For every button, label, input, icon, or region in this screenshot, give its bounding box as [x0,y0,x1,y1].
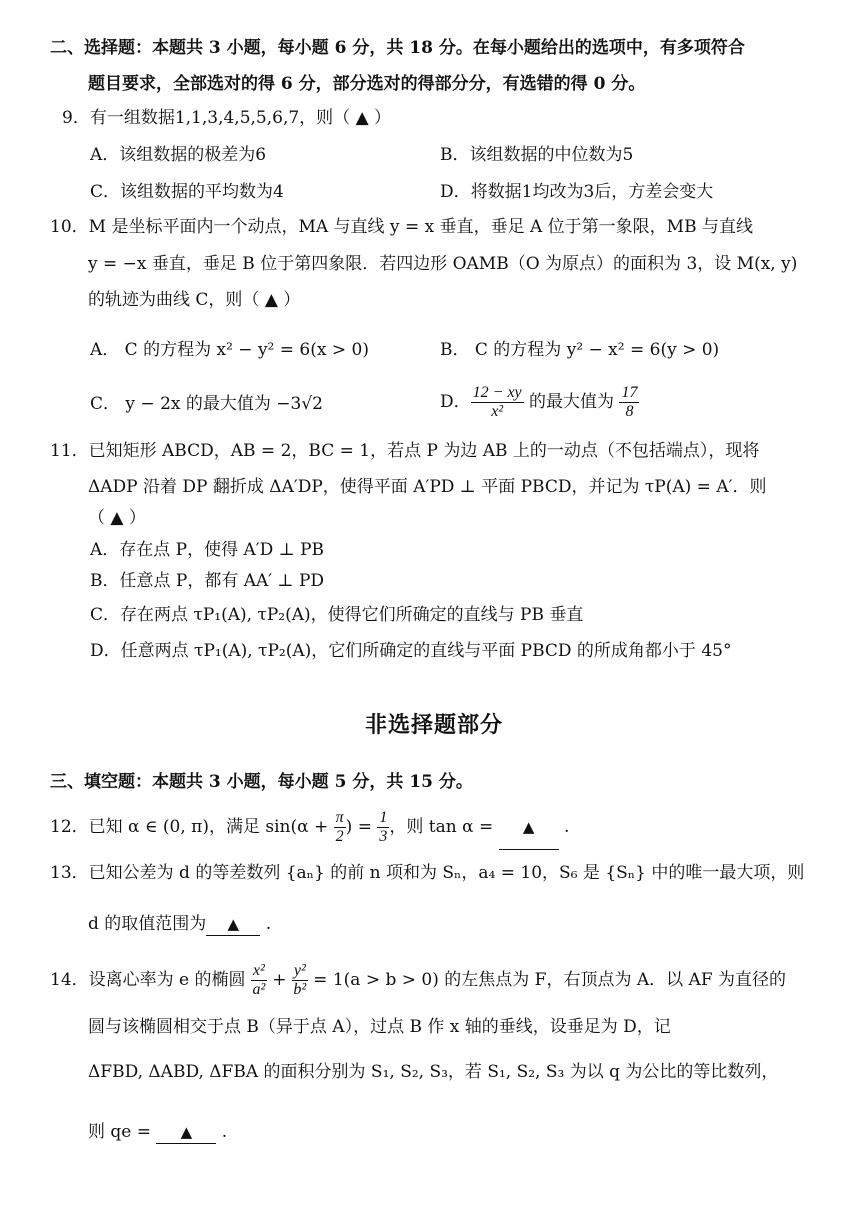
q14-line3: ΔFBD, ΔABD, ΔFBA 的面积分别为 S₁, S₂, S₃，若 S₁, S₂, S₃ 为以 q 为公比的等比数列， [88,1062,779,1082]
q14-line4-prefix: 则 qe = [88,1122,157,1142]
q12-suffix: ，则 tan α = [389,817,499,837]
q10-line1: 10．M 是坐标平面内一个动点，MA 与直线 y = x 垂直，垂足 A 位于第一象限，MB 与直线 [50,217,753,237]
q11-line1: 11．已知矩形 ABCD，AB = 2，BC = 1，若点 P 为边 AB 上的一动点（不包括端点），现将 [50,441,760,461]
q10-option-d-value-num: 17 [621,384,638,401]
q14-fraction-y [292,962,308,999]
q12-line [50,805,569,850]
q12-paren-right: ) = [345,817,378,837]
q13-line2-prefix: d 的取值范围为 [88,914,207,934]
q11-option-c: C．存在两点 τP₁(A), τP₂(A)，使得它们所确定的直线与 PB 垂直 [90,605,584,625]
q10-line3: 的轨迹为曲线 C，则（ ▲ ） [88,290,301,310]
q12-prefix: 12．已知 α ∈ (0, π)，满足 sin [50,817,291,837]
q13-line1: 13．已知公差为 d 的等差数列 {aₙ} 的前 n 项和为 Sₙ，a₄ = 10，S₆ 是 {Sₙ} 中的唯一最大项，则 [50,863,805,883]
q14-plus: + [266,970,292,990]
q14-fraction-x-den: a² [252,981,266,998]
q9-option-b: B．该组数据的中位数为5 [440,145,634,165]
q12-paren-left: (α + [290,817,334,837]
q12-end: . [558,817,570,837]
part-title: 非选择题部分 [364,712,503,738]
q10-option-d-value-den: 8 [625,403,634,420]
q10-option-d-numerator: 12 − xy [472,384,522,401]
q14-line2: 圆与该椭圆相交于点 B（异于点 A），过点 B 作 x 轴的垂线，设垂足为 D，记 [88,1017,671,1037]
q12-pi-num: π [335,809,344,826]
q10-option-d [440,380,639,424]
q10-option-a: A． C 的方程为 x² − y² = 6(x > 0) [90,340,369,360]
q14-line1-suffix: = 1(a > b > 0) 的左焦点为 F，右顶点为 A．以 AF 为直径的 [307,970,787,990]
q12-answer-blank: ▲ [499,805,559,850]
q13-end: . [260,914,272,934]
q10-option-d-denominator: x² [491,403,504,420]
q14-fraction-y-num: y² [293,962,306,979]
q9-option-c: C．该组数据的平均数为4 [90,182,284,202]
q14-fraction-y-den: b² [293,981,307,998]
q11-option-a: A．存在点 P，使得 A′D ⊥ PB [90,540,325,560]
q12-pi-den: 2 [335,828,344,845]
q13-answer-blank: ▲ [206,913,260,936]
section2-header-line1: 二、选择题：本题共 3 小题，每小题 6 分，共 18 分。在每小题给出的选项中，有多项符合 [50,38,745,58]
q12-pi-fraction [334,809,346,846]
q14-line1 [50,958,786,1002]
q10-option-d-prefix: D． [440,392,471,412]
q12-value-num: 1 [379,809,388,826]
q14-line1-prefix: 14．设离心率为 e 的椭圆 [50,970,251,990]
q14-fraction-x [251,962,267,999]
q13-line2 [88,913,271,936]
q10-option-d-fraction [471,384,524,421]
q10-option-c: C． y − 2x 的最大值为 −3√2 [90,394,323,414]
q9-option-d: D．将数据1均改为3后，方差会变大 [440,182,714,202]
q10-option-d-value [619,384,639,421]
q14-answer-blank: ▲ [156,1121,216,1144]
q14-line4 [88,1121,227,1144]
q11-line2: ΔADP 沿着 DP 翻折成 ΔA′DP，使得平面 A′PD ⊥ 平面 PBCD，并记为 τP(A) = A′．则 [88,477,767,497]
q11-option-b: B．任意点 P，都有 AA′ ⊥ PD [90,571,325,591]
q11-option-d: D．任意两点 τP₁(A), τP₂(A)，它们所确定的直线与平面 PBCD 的所成角都小于 45° [90,641,732,661]
q10-option-b: B． C 的方程为 y² − x² = 6(y > 0) [440,340,720,360]
q12-value-den: 3 [379,828,388,845]
section2-header-line2: 题目要求，全部选对的得 6 分，部分选对的得部分分，有选错的得 0 分。 [88,74,646,94]
q12-value-fraction [377,809,389,846]
q9-stem: 9．有一组数据1,1,3,4,5,5,6,7，则（ ▲ ） [62,108,392,128]
q11-line3: （ ▲ ） [88,508,146,528]
section3-header: 三、填空题：本题共 3 小题，每小题 5 分，共 15 分。 [50,772,473,792]
q14-end: . [216,1122,228,1142]
q10-option-d-mid: 的最大值为 [523,392,620,412]
q14-fraction-x-num: x² [252,962,265,979]
q10-line2: y = −x 垂直，垂足 B 位于第四象限．若四边形 OAMB（O 为原点）的面积为 3，设 M(x, y) [88,254,798,274]
q9-option-a: A．该组数据的极差为6 [90,145,267,165]
